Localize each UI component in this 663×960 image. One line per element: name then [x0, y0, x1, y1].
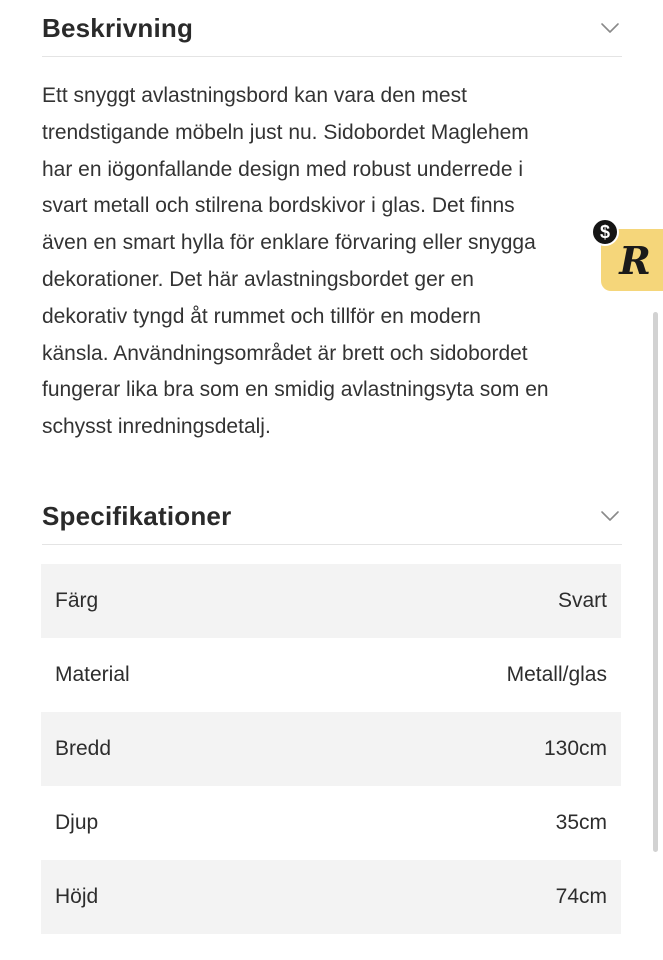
description-line: fungerar lika bra som en smidig avlastningsyta som en	[42, 378, 549, 402]
description-accordion-header[interactable]	[42, 0, 622, 57]
description-line: svart metall och stilrena bordskivor i glas. Det finns	[42, 194, 515, 218]
spec-label: Djup	[55, 811, 99, 834]
spec-value: Metall/glas	[506, 663, 607, 686]
chevron-down-icon[interactable]	[600, 18, 620, 38]
specifications-title: Specifikationer	[42, 500, 232, 531]
spec-row-width	[41, 712, 621, 786]
spec-label: Höjd	[55, 885, 99, 908]
description-line: schysst inredningsdetalj.	[42, 415, 271, 439]
scrollbar[interactable]	[653, 312, 658, 852]
spec-value: Svart	[557, 589, 607, 612]
spec-value: 35cm	[555, 811, 607, 834]
description-title: Beskrivning	[42, 12, 194, 43]
spec-value: 74cm	[555, 885, 607, 908]
spec-row-depth	[41, 786, 621, 860]
description-line: dekorativ tyngd åt rummet och tillför en modern	[42, 304, 481, 328]
spec-label: Material	[55, 663, 130, 686]
chevron-down-icon[interactable]	[600, 506, 620, 526]
spec-value: 130cm	[543, 737, 607, 760]
description-line: dekorationer. Det här avlastningsbordet ger en	[42, 267, 474, 291]
description-line: känsla. Användningsområdet är brett och sidobordet	[42, 341, 528, 365]
r-logo-icon: R	[619, 237, 651, 283]
spec-row-height	[41, 860, 621, 934]
spec-row-material	[41, 638, 621, 712]
spec-row-color	[41, 564, 621, 638]
specifications-accordion-header[interactable]	[42, 488, 622, 545]
description-line: även en smart hylla för enklare förvaring eller snygga	[42, 231, 536, 255]
spec-label: Bredd	[55, 737, 112, 760]
description-text	[42, 78, 627, 446]
description-line: Ett snyggt avlastningsbord kan vara den mest	[42, 84, 467, 107]
dollar-coin-icon: $	[591, 218, 619, 246]
spec-label: Färg	[55, 589, 99, 612]
specifications-table	[41, 564, 621, 934]
description-line: trendstigande möbeln just nu. Sidobordet Maglehem	[42, 120, 529, 144]
description-line: har en iögonfallande design med robust underrede i	[42, 157, 524, 181]
